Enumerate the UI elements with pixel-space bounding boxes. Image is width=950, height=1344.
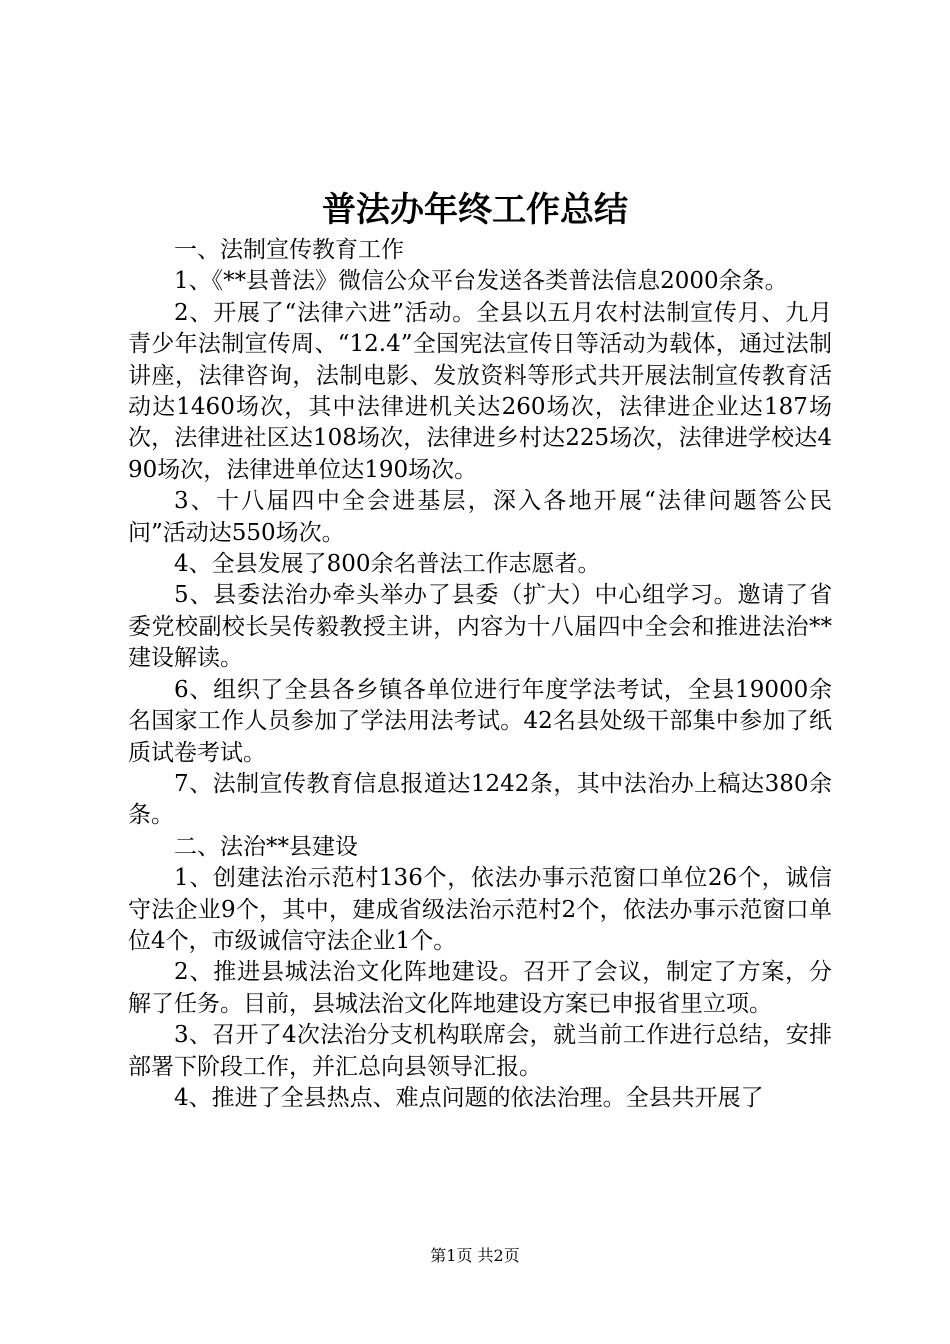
paragraph: 5、县委法治办牵头举办了县委（扩大）中心组学习。邀请了省委党校副校长吴传毅教授主讲，内容为十八届四中全会和推进法治**建设解读。 xyxy=(128,582,832,672)
paragraph: 1、创建法治示范村136个，依法办事示范窗口单位26个，诚信守法企业9个，其中，建成省级法治示范村2个，依法办事示范窗口单位4个，市级诚信守法企业1个。 xyxy=(128,865,832,954)
paragraph: 3、十八届四中全会进基层，深入各地开展“法律问题答公民问”活动达550场次。 xyxy=(128,488,832,546)
paragraph: 1、《**县普法》微信公众平台发送各类普法信息2000余条。 xyxy=(174,268,788,295)
paragraph: 6、组织了全县各乡镇各单位进行年度学法考试，全县19000余名国家工作人员参加了学法用法考试。42名县处级干部集中参加了纸质试卷考试。 xyxy=(128,676,832,766)
paragraph: 2、推进县城法治文化阵地建设。召开了会议，制定了方案，分解了任务。目前，县城法治文化阵地建设方案已申报省里立项。 xyxy=(128,959,832,1017)
document-title: 普法办年终工作总结 xyxy=(322,190,628,230)
document-body xyxy=(128,235,832,1114)
paragraph: 3、召开了4次法治分支机构联席会，就当前工作进行总结，安排部署下阶段工作，并汇总向县领导汇报。 xyxy=(128,1022,832,1080)
section-heading: 一、法制宣传教育工作 xyxy=(174,237,404,263)
section-heading: 二、法治**县建设 xyxy=(174,833,358,860)
page-footer: 第1页 共2页 xyxy=(430,1246,520,1265)
paragraph: 7、法制宣传教育信息报道达1242条，其中法治办上稿达380余条。 xyxy=(128,770,832,829)
paragraph: 2、开展了“法律六进”活动。全县以五月农村法制宣传月、九月青少年法制宣传周、“12.4”全国宪法宣传日等活动为载体，通过法制讲座，法律咨询，法制电影、发放资料等形式共开展法制宣传教育活动达1460场次，其中法律进机关达260场次，法律进企业达187场次，法律进社区达108场次，法律进乡村达225场次，法律进学校达490场次，法律进单位达190场次。 xyxy=(128,299,832,483)
paragraph: 4、推进了全县热点、难点问题的依法治理。全县共开展了 xyxy=(174,1084,764,1111)
paragraph: 4、全县发展了800余名普法工作志愿者。 xyxy=(174,551,601,578)
